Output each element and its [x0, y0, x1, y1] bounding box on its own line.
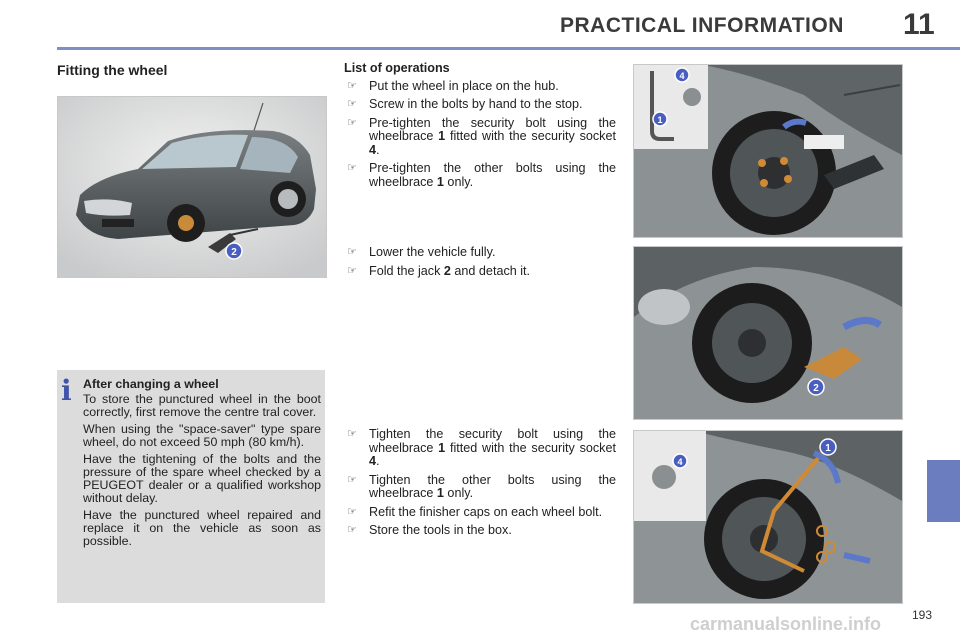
- step-text: .: [376, 454, 380, 468]
- pointer-hand-icon: ☞: [347, 473, 357, 486]
- step-text: fitted with the security socket: [445, 440, 616, 455]
- step-text: Tighten the security bolt using the wheelbrace: [369, 427, 616, 455]
- operation-step: [344, 265, 616, 279]
- pointer-hand-icon: ☞: [347, 246, 357, 258]
- callout-number: 4: [677, 457, 683, 467]
- step-ref-number: 1: [436, 486, 444, 500]
- car-illustration: [57, 96, 327, 278]
- step-text: Fold the jack: [369, 263, 444, 278]
- pointer-hand-icon: ☞: [347, 79, 357, 92]
- wheel-illustration: [634, 65, 902, 237]
- car-drawing: [58, 97, 326, 277]
- page-number: 193: [912, 608, 933, 622]
- step-text: Refit the finisher caps on each wheel bolt.: [369, 504, 603, 519]
- wheel-illustration: [634, 431, 902, 603]
- step-text: Screw in the bolts by hand to the stop.: [369, 97, 583, 111]
- callout-number: 2: [813, 383, 819, 394]
- callout-number: 2: [231, 247, 237, 258]
- step-ref-number: 1: [436, 174, 444, 189]
- operation-step: [344, 98, 616, 112]
- step-text: Tighten the other bolts using the wheelbrace: [369, 472, 616, 500]
- operation-step: [344, 162, 616, 189]
- section-title: Fitting the wheel: [57, 62, 168, 78]
- pointer-hand-icon: ☞: [347, 264, 357, 277]
- operation-step: [344, 80, 616, 94]
- chapter-side-tab: [927, 460, 960, 522]
- wheel-illustration: [634, 247, 902, 419]
- step-text: Pre-tighten the other bolts using the wheelbrace: [369, 161, 616, 189]
- step-text: only.: [443, 486, 474, 500]
- callout-number: 1: [657, 115, 663, 125]
- step-text: only.: [443, 174, 474, 189]
- info-icon: i: [61, 374, 72, 407]
- header-rule: [57, 47, 960, 50]
- header-title: PRACTICAL INFORMATION: [560, 14, 844, 37]
- step-ref-number: 4: [369, 142, 377, 157]
- chapter-number: 11: [903, 8, 935, 41]
- step-text: .: [376, 142, 380, 157]
- info-paragraph: Have the tightening of the bolts and the pressure of the spare wheel checked by a PEUGEOT dealer or a qualified workshop without delay.: [83, 452, 321, 505]
- watermark: carmanualsonline.info: [690, 614, 882, 634]
- photo-tighten-bolts: [633, 64, 903, 238]
- info-paragraph: To store the punctured wheel in the boot correctly, first remove the centre tral cover.: [83, 392, 321, 419]
- photo-lower-vehicle: [633, 246, 903, 420]
- callout-number: 4: [679, 71, 685, 81]
- step-text: Put the wheel in place on the hub.: [369, 78, 559, 93]
- pointer-hand-icon: ☞: [347, 98, 357, 110]
- operation-step: [344, 428, 616, 469]
- step-text: and detach it.: [450, 263, 531, 278]
- operation-step: [344, 474, 616, 501]
- callout-number: 1: [825, 443, 831, 454]
- operation-step: [344, 506, 616, 520]
- photo-final-tightening: [633, 430, 903, 604]
- pointer-hand-icon: ☞: [347, 162, 357, 174]
- step-text: fitted with the security socket: [445, 129, 616, 143]
- info-text: [83, 378, 321, 552]
- step-text: Pre-tighten the security bolt using the wheelbrace: [369, 115, 616, 143]
- operations-group-2: [344, 246, 616, 283]
- operations-title: List of operations: [344, 61, 450, 75]
- step-ref-number: 1: [438, 129, 446, 143]
- step-ref-number: 1: [438, 440, 446, 455]
- operation-step: [344, 524, 616, 538]
- pointer-hand-icon: ☞: [347, 505, 357, 518]
- step-text: Lower the vehicle fully.: [369, 245, 496, 259]
- pointer-hand-icon: ☞: [347, 524, 357, 536]
- step-text: Store the tools in the box.: [369, 523, 512, 537]
- operation-step: [344, 117, 616, 158]
- pointer-hand-icon: ☞: [347, 116, 357, 129]
- info-title: After changing a wheel: [83, 377, 219, 391]
- operations-group-1: [344, 62, 616, 194]
- pointer-hand-icon: ☞: [347, 428, 357, 440]
- operation-step: [344, 246, 616, 260]
- info-paragraph: Have the punctured wheel repaired and replace it on the vehicle as soon as possible.: [83, 508, 321, 548]
- info-paragraph: When using the "space-saver" type spare wheel, do not exceed 50 mph (80 km/h).: [83, 422, 321, 449]
- step-ref-number: 4: [369, 454, 377, 468]
- step-ref-number: 2: [443, 263, 451, 278]
- operations-group-3: [344, 428, 616, 543]
